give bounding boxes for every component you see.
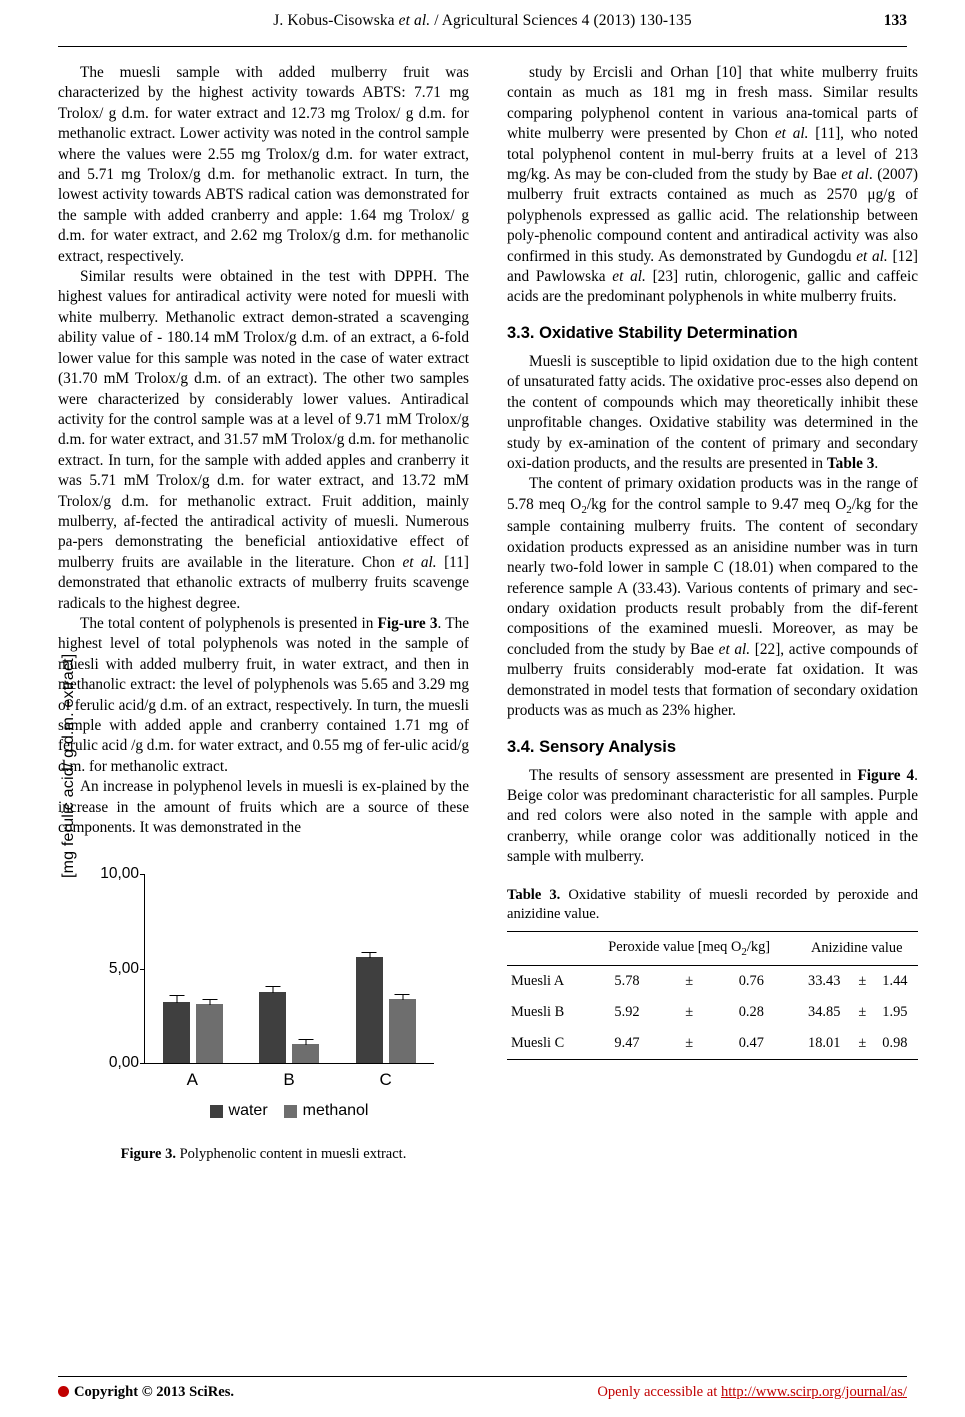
rp1-head: study by Ercisli and Orhan [10] that white mulberry fruits contain as much as 181 mg in fresh mass. Similar results comparing polyphenol content in various ana-tomical parts of white mulberry were presented by Chon (507, 64, 918, 143)
table-cell-anizidine-sd: 1.95 (882, 1004, 908, 1021)
table-row (507, 966, 918, 998)
chart-x-axis-labels (144, 1070, 434, 1090)
et-al-italic-3: et al (841, 166, 869, 184)
paragraph-oxidative-stability (507, 352, 918, 474)
et-al-italic-1: et al. (402, 553, 437, 571)
chart-xtick-A: A (186, 1070, 198, 1090)
section-heading-3-4: 3.4. Sensory Analysis (507, 737, 677, 756)
table-cell-plusminus-1: ± (685, 1004, 694, 1021)
table-body (507, 966, 918, 1060)
chart-bar-A-water (163, 1002, 190, 1063)
footer-divider (58, 1376, 907, 1377)
table-cell-anizidine-sd: 0.98 (872, 1028, 918, 1060)
et-al-italic-5: et al. (612, 268, 646, 286)
open-access-text: Openly accessible at (597, 1384, 721, 1400)
paragraph-dpph-text: Similar results were obtained in the test with DPPH. The highest values for antiradical activity were noted for muesli with white mulberry. Methanolic extract demon-strated a scavenging ability value of - 180.14 mM Trolox/g d.m. of an extract, a 6-fold lower value for this sample was noted in the case of water extract (31.70 mM Trolox/g d.m. of an extract). The other two samples were characterized by considerably lower values. Antiradical activity for the control sample was at a level of 9.71 mM Trolox/g d.m. for water extract, and 31.57 mM Trolox/g d.m. for methanolic extract. In turn, for the sample with added apples and cranberry it was 5.71 mM Trolox/g d.m. for water extract, and 13.72 mM Trolox/g d.m. for methanolic extract. Fruit addition, mainly mulberry, af-fected the antiradical activity of muesli. Numerous pa-pers demonstrating the beneficial antioxidative effect of mulberry fruits are available in the literature. Chon (58, 268, 469, 571)
table-cell-plusminus-1: ± (685, 973, 694, 990)
table-cell-anizidine-sd: 1.44 (882, 973, 908, 990)
figure-3-caption (58, 1146, 469, 1163)
left-column (58, 63, 469, 1163)
table-cell-anizidine: 34.85 (808, 1004, 841, 1021)
paragraph-abts-activity: The muesli sample with added mulberry fruit was characterized by the highest activity towards ABTS: 7.71 mg Trolox/ g d.m. for water extract and 12.73 mg Trolox/ g d.m. for methanolic extract. Lower activity was noted in the control sample where the values were 2.55 mg Trolox/g d.m. for water extract, and 5.71 mg Trolox/g d.m. for methanolic extract. In turn, the lowest activity towards ABTS radical cation was demonstrated for the sample with added cranberry and apple: 1.64 mg Trolox/ g d.m. for water extract, and 2.62 mg Trolox/g d.m. for methanolic extract, respectively. (58, 64, 469, 265)
table-row (507, 1028, 918, 1060)
rp4-tail: . Beige color was predominant characteristic for all samples. Purple and red colors were also noted in the sample with apple and cranberry, while orange color was additionally noticed in the sample with mulberry. (507, 766, 918, 866)
table-header-empty (507, 932, 583, 966)
rp1-mid-1: [11], who noted total polyphenol content in mul-berry fruits at a level of 213 mg/kg. As may be con-cluded from the study by Bae (507, 125, 919, 184)
paragraph-mulberry-polyphenols (507, 63, 918, 308)
table-cell-plusminus-2: ± (853, 1028, 872, 1060)
paragraph-polyphenol-increase: An increase in polyphenol levels in muesli is ex-plained by the increase in the amount of fruits which are a source of these components. It was demonstrated in the (58, 778, 469, 837)
two-column-body (58, 63, 919, 1163)
table-cell-plusminus-2: ± (858, 973, 867, 990)
footer-row (58, 1384, 907, 1401)
table-head (507, 932, 918, 966)
chart-y-axis-label: [mg ferulic acid/ g d.m. extract] (60, 653, 77, 879)
chart-bar-C-methanol (389, 999, 416, 1063)
chart-xtick-C: C (379, 1070, 392, 1090)
table-3-reference: Table 3 (826, 454, 875, 472)
table-header-peroxide (583, 932, 796, 966)
figure-3-caption-label: Figure 3. (120, 1146, 176, 1163)
rp3-mid-1: /kg for the control sample to 9.47 meq O (586, 495, 847, 513)
chart-ytick-label-0: 0,00 (108, 1054, 139, 1072)
table-3-caption (507, 886, 918, 924)
table-header-peroxide-pre: Peroxide value [meq O (608, 939, 742, 956)
running-head-title (58, 12, 907, 30)
table-header-row (507, 932, 918, 966)
page-footer (58, 1368, 907, 1401)
chart-bar-C-water (356, 957, 383, 1064)
rp3-head: The content of primary oxidation products was in the range of 5.78 meq O (507, 475, 918, 513)
legend-swatch-water-icon (210, 1105, 223, 1118)
table-cell-peroxide: 5.92 (614, 1004, 640, 1021)
figure-4-reference: Figure 4 (857, 766, 915, 784)
table-header-peroxide-sub: 2 (741, 946, 747, 959)
table-cell-plusminus-1: ± (671, 1028, 707, 1060)
table-cell-peroxide-sd: 0.47 (707, 1028, 795, 1060)
section-heading-3-3: 3.3. Oxidative Stability Determination (507, 323, 798, 342)
legend-item-water (210, 1102, 268, 1120)
right-column (507, 63, 918, 1163)
scires-logo-icon (58, 1386, 69, 1397)
rp3-subscript-2: 2 (846, 503, 852, 516)
legend-label-methanol: methanol (302, 1102, 369, 1120)
header-divider (58, 46, 907, 47)
chart-ytick-label-10: 10,00 (100, 865, 139, 883)
table-cell-peroxide: 5.78 (614, 973, 640, 990)
paragraph-dpph-tail: [11] demonstrated that ethanolic extracts of mulberry fruits scavenge radicals to the highest degree. (58, 553, 469, 612)
copyright-notice (58, 1384, 234, 1401)
paragraph-polyphenols-head: The total content of polyphenols is presented in (80, 614, 378, 632)
table-3-oxidative-stability (507, 931, 918, 1060)
table-header-anizidine: Anizidine value (795, 932, 918, 966)
paragraph-total-polyphenols (58, 614, 469, 777)
running-head-title-italic: et al. (398, 12, 431, 29)
table-cell-peroxide-sd: 0.76 (738, 973, 764, 990)
journal-url-link[interactable]: http://www.scirp.org/journal/as/ (720, 1384, 907, 1400)
rp1-tail: [23] rutin, chlorogenic, gallic and caffeic acids are the predominant polyphenols in white mulberry fruits. (507, 268, 918, 306)
chart-bars (145, 874, 434, 1063)
chart-bar-A-methanol (196, 1004, 223, 1063)
table-cell-peroxide-sd: 0.28 (738, 1004, 764, 1021)
rp3-mid-2: /kg for the sample containing mulberry fruits. The content of secondary oxidation products expressed as an anisidine number was in turn nearly two-fold lower in sample C (18.01) when compared to the reference sample A (33.43). Various contents of primary and sec-ondary oxidation products result probably from the dif-ferent compositions of the examined muesli. Moreover, as may be concluded from the study by Bae (507, 495, 918, 658)
table-header-peroxide-post: /kg] (746, 939, 771, 956)
table-cell-sample: Muesli C (507, 1028, 583, 1060)
running-head-title-part2: / Agricultural Sciences 4 (2013) 130-135 (430, 12, 692, 29)
chart-plot-area (100, 865, 434, 1072)
legend-item-methanol (284, 1102, 369, 1120)
paragraph-polyphenols-tail: . The highest level of total polyphenols was noted in the sample of muesli with added mulberry fruit, in water extract, and then in methanolic extract: the level of polyphenols was 5.65 and 3.29 mg of ferulic acid/g d.m. of an extract, respectively. In turn, the muesli sample with added apple and cranberry contained 1.71 mg of ferulic acid /g d.m. for water extract, and 0.55 mg of fer-ulic acid/g d.m. for methanolic extract. (58, 614, 470, 775)
table-cell-anizidine: 33.43 (808, 973, 841, 990)
running-head (58, 0, 907, 40)
copyright-text: Copyright © 2013 SciRes. (74, 1384, 235, 1400)
rp4-head: The results of sensory assessment are presented in (529, 766, 858, 784)
legend-label-water: water (228, 1102, 268, 1120)
rp3-subscript-1: 2 (581, 503, 587, 516)
chart-bar-B-water (259, 992, 286, 1064)
table-3-caption-label: Table 3. (507, 886, 561, 903)
page-number: 133 (883, 12, 907, 29)
figure-3-caption-text: Polyphenolic content in muesli extract. (175, 1146, 407, 1163)
rp2-tail: . (874, 454, 879, 472)
rp2-head: Muesli is susceptible to lipid oxidation due to the high content of unsaturated fatty acids. The oxidative proc-esses also depend on the content of compounds which may theoretically inhibit these unprofitable changes. Oxidative stability was determined in the study by ex-amination of the content of primary and secondary oxi-dation products, and the results are presented in (507, 352, 918, 472)
rp1-mid-3: [12] and Pawlowska (507, 247, 918, 286)
open-access-notice (597, 1384, 907, 1401)
table-cell-sample: Muesli A (511, 973, 565, 990)
paragraph-dpph-results (58, 267, 469, 614)
table-cell-sample: Muesli B (511, 1004, 565, 1021)
table-row (507, 997, 918, 1028)
table-cell-plusminus-2: ± (858, 1004, 867, 1021)
rp3-tail: [22], active compounds of mulberry fruits considerably mod-erate fat oxidation. It was demonstrated in model tests that formation of secondary oxidation products was as much as 23% higher. (507, 640, 918, 720)
running-head-title-part1: J. Kobus-Cisowska (273, 12, 399, 29)
chart-xtick-B: B (283, 1070, 295, 1090)
et-al-italic-6: et al. (718, 640, 751, 658)
chart-legend (144, 1102, 434, 1120)
legend-swatch-methanol-icon (284, 1105, 297, 1118)
table-cell-anizidine: 18.01 (795, 1028, 853, 1060)
table-3-caption-text: Oxidative stability of muesli recorded by peroxide and anizidine value. (507, 886, 918, 922)
rp1-mid-2: . (2007) mulberry fruit extracts contained as much as 2570 μg/g of polyphenols expressed as gallic acid. The relationship between poly-phenolic compound content and antiradical activity was also confirmed in this study. As demonstrated by Gundogdu (507, 166, 919, 265)
figure-3-reference: Fig-ure 3 (377, 614, 438, 632)
chart-ytick-label-5: 5,00 (108, 959, 139, 977)
chart-group-C (356, 874, 416, 1063)
et-al-italic-2: et al. (774, 125, 809, 143)
chart-group-A (163, 874, 223, 1063)
et-al-italic-4: et al. (856, 247, 888, 265)
paragraph-oxidation-products (507, 474, 918, 721)
paragraph-sensory-analysis (507, 766, 918, 868)
table-cell-peroxide: 9.47 (583, 1028, 671, 1060)
chart-bar-B-methanol (292, 1044, 319, 1064)
chart-group-B (259, 874, 319, 1063)
